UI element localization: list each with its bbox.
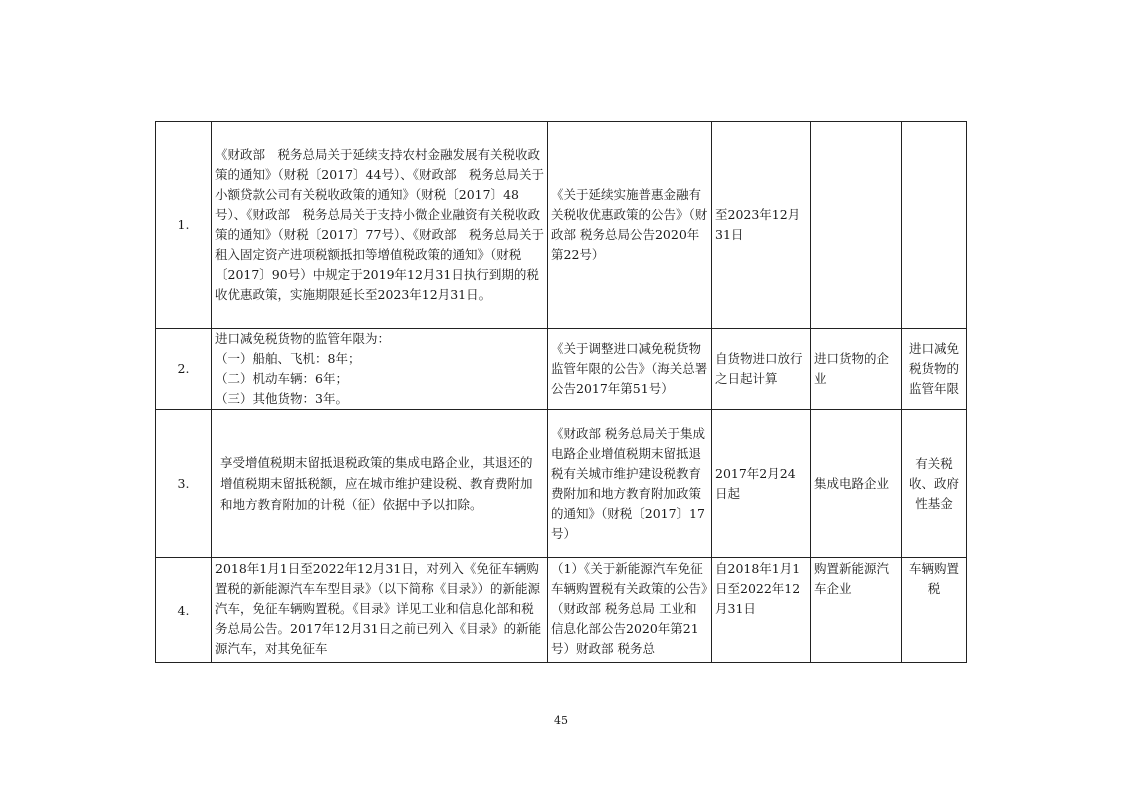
policy-content: 进口减免税货物的监管年限为： （一）船舶、飞机：8年； （二）机动车辆：6年； （三）其他货物：3年。 <box>212 329 548 410</box>
table-row <box>156 122 967 329</box>
table-row <box>156 558 967 663</box>
policy-content: 《财政部 税务总局关于延续支持农村金融发展有关税收政策的通知》（财税〔2017〕44号）、《财政部 税务总局关于小额贷款公司有关税收政策的通知》（财税〔2017〕48号）、《财政部 税务总局关于支持小微企业融资有关税收政策的通知》（财税〔2017〕77号）、《财政部 税务总局关于租入固定资产进项税额抵扣等增值税政策的通知》（财税〔2017〕90号）中规定于2019年12月31日执行到期的税收优惠政策，实施期限延长至2023年12月31日。 <box>212 122 548 329</box>
row-number: 2. <box>156 329 212 410</box>
policy-table <box>155 121 967 663</box>
policy-document: 《关于调整进口减免税货物监管年限的公告》（海关总署公告2017年第51号） <box>548 329 712 410</box>
policy-tax-type: 车辆购置税 <box>902 558 967 663</box>
table-row <box>156 329 967 410</box>
row-number: 1. <box>156 122 212 329</box>
policy-tax-type: 有关税收、政府性基金 <box>902 410 967 558</box>
policy-period: 自货物进口放行之日起计算 <box>712 329 811 410</box>
policy-content: 2018年1月1日至2022年12月31日，对列入《免征车辆购置税的新能源汽车车型目录》（以下简称《目录》）的新能源汽车，免征车辆购置税。《目录》详见工业和信息化部和税务总局公告。2017年12月31日之前已列入《目录》的新能源汽车，对其免征车 <box>212 558 548 663</box>
policy-period: 自2018年1月1日至2022年12月31日 <box>712 558 811 663</box>
policy-document: 《关于延续实施普惠金融有关税收优惠政策的公告》（财政部 税务总局公告2020年第22号） <box>548 122 712 329</box>
policy-document: 《财政部 税务总局关于集成电路企业增值税期末留抵退税有关城市维护建设税教育费附加和地方教育附加政策的通知》（财税〔2017〕17号） <box>548 410 712 558</box>
policy-content: 享受增值税期末留抵退税政策的集成电路企业，其退还的增值税期末留抵税额，应在城市维护建设税、教育费附加和地方教育附加的计税（征）依据中予以扣除。 <box>212 410 548 558</box>
policy-tax-type: 进口减免税货物的监管年限 <box>902 329 967 410</box>
row-number: 3. <box>156 410 212 558</box>
policy-target: 集成电路企业 <box>811 410 902 558</box>
policy-target <box>811 122 902 329</box>
policy-tax-type <box>902 122 967 329</box>
policy-target: 购置新能源汽车企业 <box>811 558 902 663</box>
table-row <box>156 410 967 558</box>
policy-document: （1）《关于新能源汽车免征车辆购置税有关政策的公告》（财政部 税务总局 工业和信息化部公告2020年第21号）财政部 税务总 <box>548 558 712 663</box>
policy-period: 2017年2月24日起 <box>712 410 811 558</box>
page-number: 45 <box>554 714 568 727</box>
policy-period: 至2023年12月31日 <box>712 122 811 329</box>
policy-target: 进口货物的企业 <box>811 329 902 410</box>
row-number: 4. <box>156 558 212 663</box>
